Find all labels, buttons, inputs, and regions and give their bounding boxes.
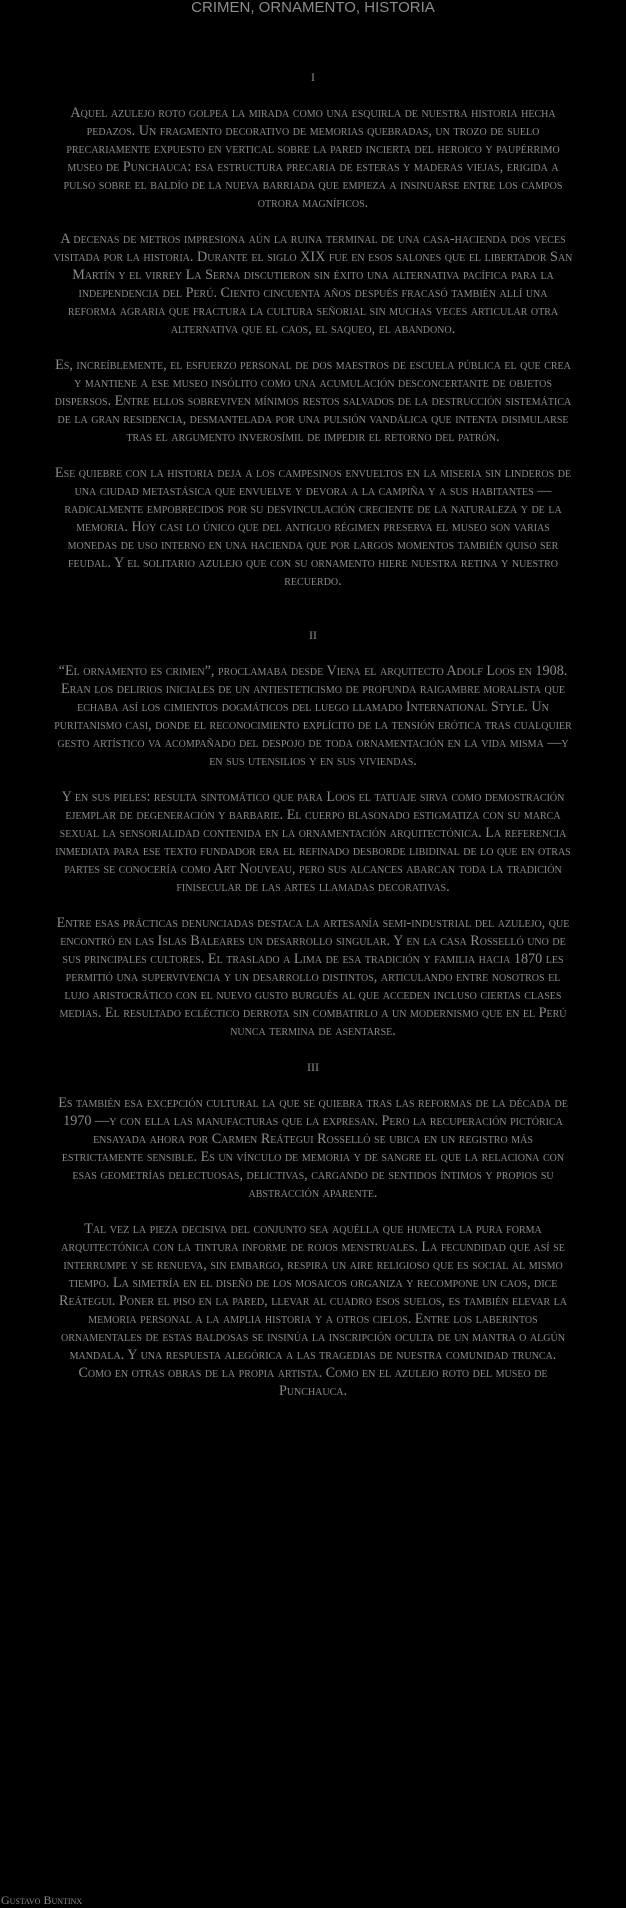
author-signature: Gustavo Buntinx — [1, 1893, 83, 1907]
section-numeral-i: I — [311, 70, 315, 84]
section-1-paragraph-1: Aquel azulejo roto golpea la mirada como una esquirla de nuestra historia hecha pedazos. Un fragmento decorativo de memorias quebradas, un trozo de suelo precariamente expuesto en vertical sobre la pared incierta del heroico y paupérrimo museo de Punchauca: esa estructura precaria de esteras y maderas viejas, erigida a pulso sobre el baldío de la nueva barriada que empieza a insinuarse entre los campos otrora magníficos. — [63, 105, 563, 211]
section-numeral-iii: III — [307, 1060, 319, 1074]
page-title: CRIMEN, ORNAMENTO, HISTORIA — [191, 0, 435, 16]
section-3-paragraph-1: Es también esa excepción cultural la que se quiebra tras las reformas de la década de 1970 —y con ella las manufacturas que la expresan. Pero la recuperación pictórica ensayada ahora por Carmen Reátegui Rosselló se ubica en un registro más estrictamente sensible. Es un vínculo de memoria y de sangre el que la relaciona con esas geometrías delectuosas, delictivas, cargando de sentidos íntimos y propios su abstracción aparente. — [58, 1095, 568, 1201]
section-3-paragraph-2: Tal vez la pieza decisiva del conjunto sea aquélla que humecta la pura forma arquitectónica con la tintura informe de rojos menstruales. La fecundidad que así se interrumpe y se renueva, sin embargo, respira un aire religioso que es social al mismo tiempo. La simetría en el diseño de los mosaicos organiza y recompone un caos, dice Reátegui. Poner el piso en la pared, llevar al cuadro esos suelos, es también elevar la memoria personal a la amplia historia y a otros cielos. Entre los laberintos ornamentales de estas baldosas se insinúa la inscripción oculta de un mantra o algún mandala. Y una respuesta alegórica a las tragedias de nuestra comunidad trunca. Como en otras obras de la propia artista. Como en el azulejo roto del museo de Punchauca. — [59, 1221, 567, 1399]
section-1-paragraph-4: Ese quiebre con la historia deja a los campesinos envueltos en la miseria sin linderos de una ciudad metastásica que envuelve y devora a la campiña y a sus habitantes —radicalmente empobrecidos por su desvinculación creciente de la naturaleza y de la memoria. Hoy casi lo único que del antiguo régimen preserva el museo son varias monedas de uso interno en una hacienda que por largos momentos también quiso ser feudal. Y el solitario azulejo que con su ornamento hiere nuestra retina y nuestro recuerdo. — [54, 465, 572, 589]
section-1-paragraph-3: Es, increíblemente, el esfuerzo personal de dos maestros de escuela pública el que crea y mantiene a ese museo insólito como una acumulación desconcertante de objetos dispersos. Entre ellos sobreviven mínimos restos salvados de la destrucción sistemática de la gran residencia, desmantelada por una pulsión vandálica que intenta disimularse tras el argumento inverosímil de impedir el retorno del patrón. — [54, 357, 572, 445]
section-1-paragraph-2: A decenas de metros impresiona aún la ruina terminal de una casa-hacienda dos veces visitada por la historia. Durante el siglo XIX fue en esos salones que el libertador San Martín y el virrey La Serna discutieron sin éxito una alternativa pacífica para la independencia del Perú. Ciento cincuenta años después fracasó también allí una reforma agraria que fractura la cultura señorial sin muchas veces articular otra alternativa que el caos, el saqueo, el abandono. — [53, 231, 573, 337]
section-numeral-ii: II — [309, 628, 317, 642]
section-2-paragraph-1: “El ornamento es crimen”, proclamaba desde Viena el arquitecto Adolf Loos en 1908. Eran los delirios iniciales de un antiesteticismo de profunda raigambre moralista que echaba así los cimientos dogmáticos del luego llamado International Style. Un puritanismo casi, donde el reconocimiento explícito de la tensión erótica tras cualquier gesto artístico va acompañado del despojo de toda ornamentación en la vida misma —y en sus utensilios y en sus viviendas. — [54, 663, 572, 769]
article-body — [0, 68, 626, 1400]
section-2-paragraph-2: Y en sus pieles: resulta sintomático que para Loos el tatuaje sirva como demostración ejemplar de degeneración y barbarie. El cuerpo blasonado estigmatiza con su marca sexual la sensorialidad contenida en la ornamentación arquitectónica. La referencia inmediata para ese texto fundador era el refinado desborde libidinal de lo que en otras partes se conocería como Art Nouveau, pero sus alcances abarcan toda la tradición finisecular de las artes llamadas decorativas. — [55, 789, 571, 895]
section-2-paragraph-3: Entre esas prácticas denunciadas destaca la artesanía semi-industrial del azulejo, que encontró en las Islas Baleares un desarrollo singular. Y en la casa Rosselló uno de sus principales cultores. El traslado a Lima de esa tradición y familia hacia 1870 les permitió una supervivencia y un desarrollo distintos, articulando entre nosotros el lujo aristocrático con el nuevo gusto burgués al que acceden incluso ciertas clases medias. El resultado ecléctico derrota sin combatirlo a un modernismo que en el Perú nunca termina de asentarse. — [56, 915, 570, 1039]
